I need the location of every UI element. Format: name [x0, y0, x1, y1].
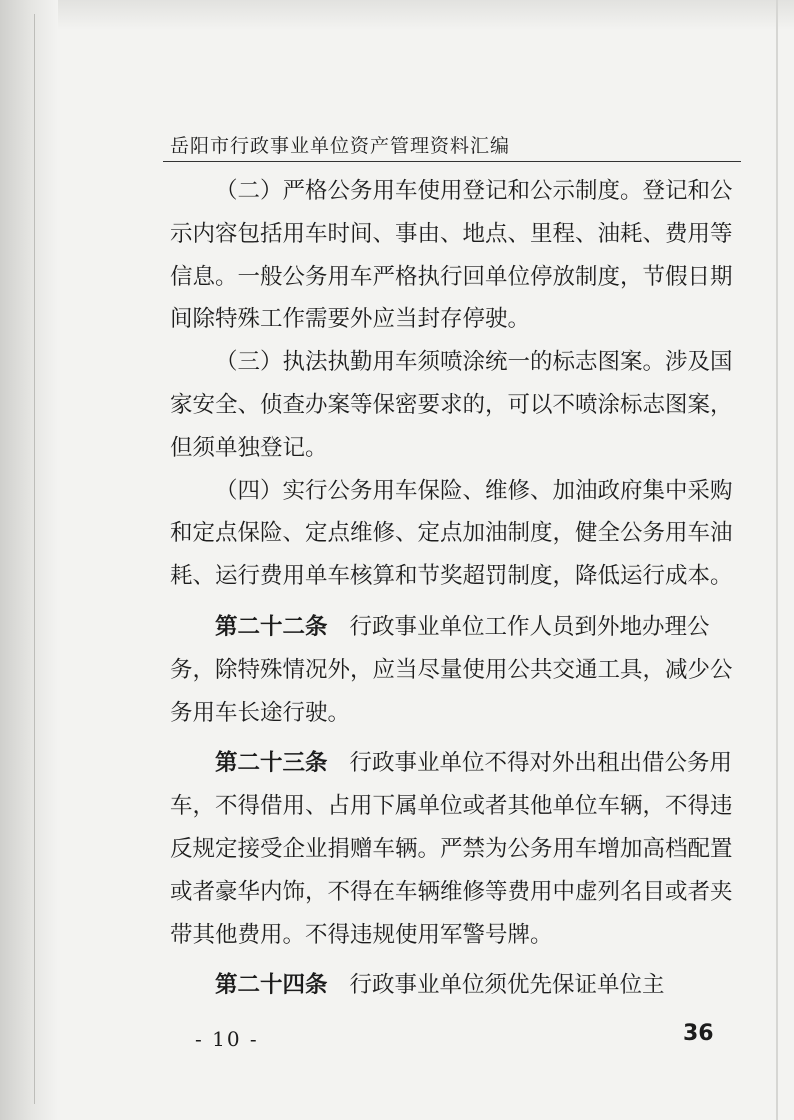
paragraph-text: （四）实行公务用车保险、维修、加油政府集中采购和定点保险、定点维修、定点加油制度，健全公务用车油耗、运行费用单车核算和节奖超罚制度，降低运行成本。 — [170, 477, 733, 590]
page-number: - 10 - — [195, 1027, 259, 1051]
running-header: 岳阳市行政事业单位资产管理资料汇编 — [170, 135, 511, 157]
article-label: 第二十二条 — [215, 613, 328, 640]
article-24 — [170, 964, 740, 1007]
paragraph-text: （三）执法执勤用车须喷涂统一的标志图案。涉及国家安全、侦查办案等保密要求的，可以不喷涂标志图案，但须单独登记。 — [170, 349, 733, 461]
paragraph-item-4 — [170, 470, 740, 598]
article-text: 行政事业单位不得对外出租出借公务用车，不得借用、占用下属单位或者其他单位车辆，不得违反规定接受企业捐赠车辆。严禁为公务用车增加高档配置或者豪华内饰，不得在车辆维修等费用中虚列名目或者夹带其他费用。不得违规使用军警号牌。 — [170, 750, 733, 948]
article-label: 第二十四条 — [215, 972, 328, 999]
paragraph-text: （二）严格公务用车使用登记和公示制度。登记和公示内容包括用车时间、事由、地点、里程、油耗、费用等信息。一般公务用车严格执行回单位停放制度，节假日期间除特殊工作需要外应当封存停驶。 — [170, 178, 733, 333]
article-23 — [170, 742, 740, 956]
header-rule — [163, 161, 741, 162]
paragraph-item-2 — [170, 170, 740, 341]
article-text: 行政事业单位工作人员到外地办理公务，除特殊情况外，应当尽量使用公共交通工具，减少公务用车长途行驶。 — [170, 613, 733, 726]
page-edge-right — [776, 0, 778, 1120]
scan-shadow-left — [0, 0, 58, 1120]
article-text: 行政事业单位须优先保证单位主 — [349, 972, 665, 999]
scan-shadow-top — [0, 0, 794, 30]
article-label: 第二十三条 — [215, 750, 328, 777]
paragraph-item-3 — [170, 341, 740, 469]
article-22 — [170, 606, 740, 734]
document-body — [170, 170, 740, 1007]
page-edge — [34, 14, 35, 1104]
stamp-number: 36 — [683, 1021, 714, 1046]
